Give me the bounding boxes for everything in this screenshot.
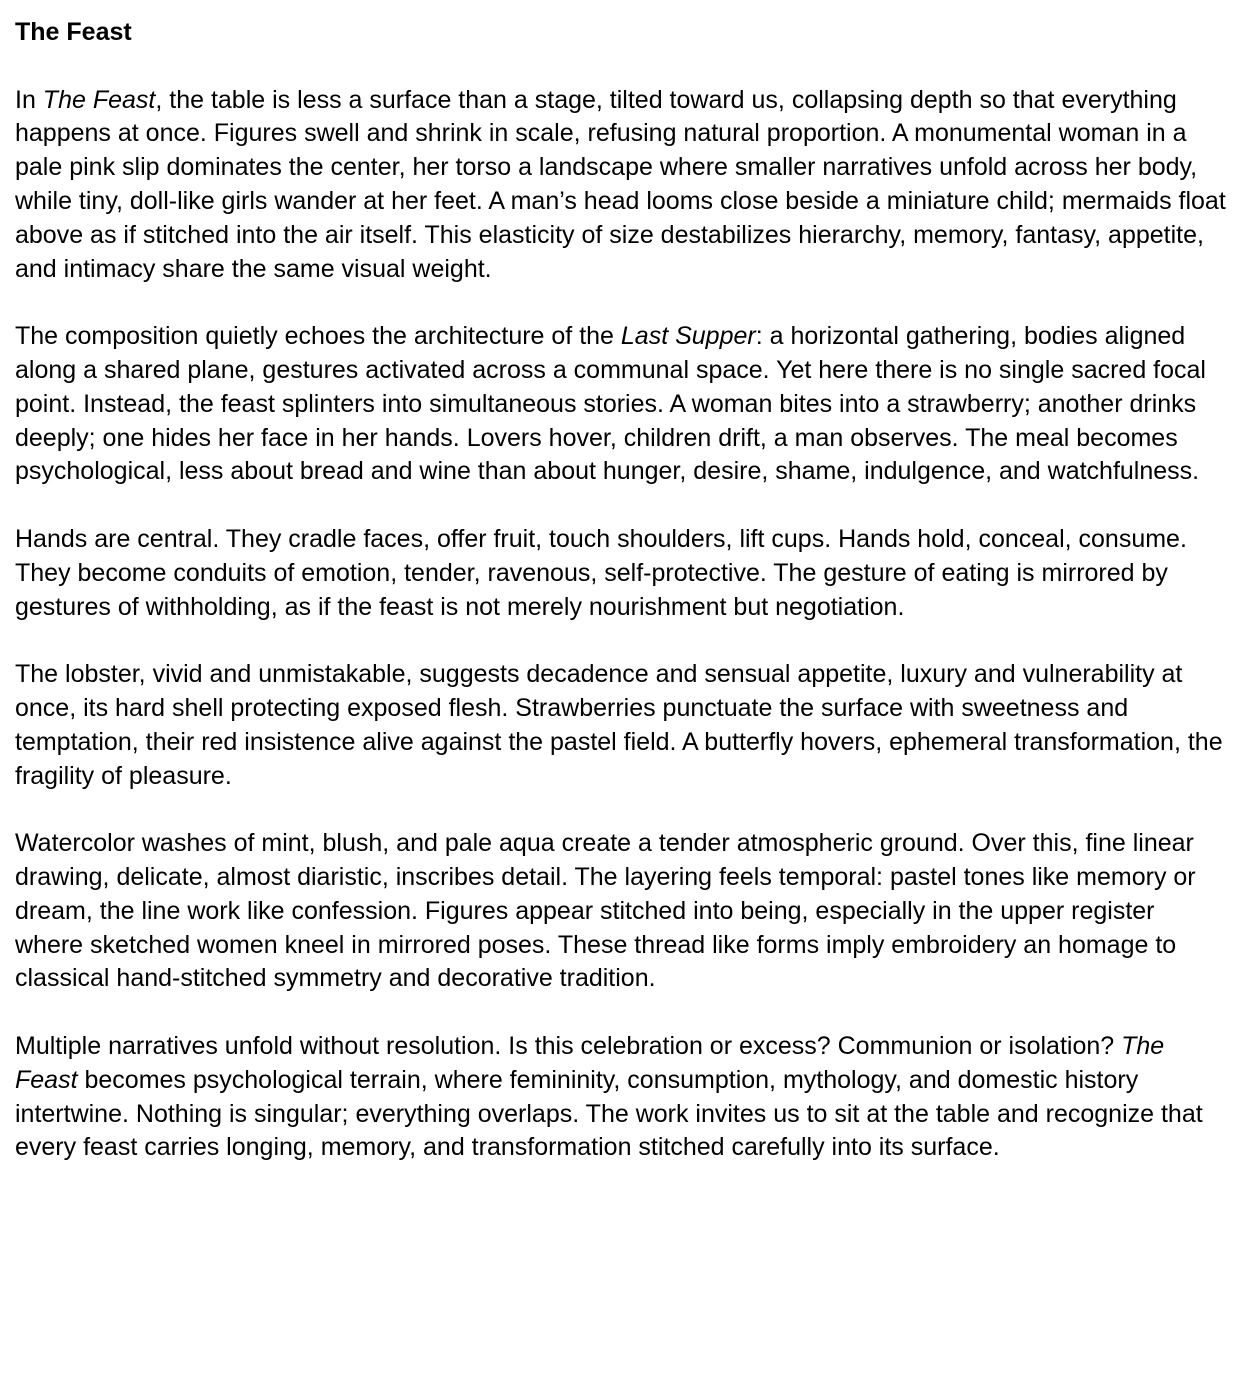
paragraph-2: [15, 320, 1228, 489]
paragraph-2-body: : a horizontal gathering, bodies aligned along a shared plane, gestures activated across a communal space. Yet here there is no single sacred focal point. Instead, the feast splinters into simultaneous stories. A woman bites into a strawberry; another drinks deeply; one hides her face in her hands. Lovers hover, children drift, a man observes. The meal becomes psychological, less about bread and wine than about hunger, desire, shame, indulgence, and watchfulness.: [15, 322, 1206, 486]
paragraph-4: The lobster, vivid and unmistakable, suggests decadence and sensual appetite, luxury and vulnerability at once, its hard shell protecting exposed flesh. Strawberries punctuate the surface with sweetness and temptation, their red insistence alive against the pastel field. A butterfly hovers, ephemeral transformation, the fragility of pleasure.: [15, 660, 1223, 790]
paragraph-6-lead: Multiple narratives unfold without resolution. Is this celebration or excess? Communion or isolation?: [15, 1031, 1122, 1060]
paragraph-2-title-ref: Last Supper: [620, 322, 756, 351]
paragraph-2-lead: The composition quietly echoes the architecture of the: [15, 322, 621, 351]
paragraph-3: Hands are central. They cradle faces, offer fruit, touch shoulders, lift cups. Hands hold, conceal, consume. They become conduits of emotion, tender, ravenous, self-protective. The gesture of eating is mirrored by gestures of withholding, as if the feast is not merely nourishment but negotiation.: [15, 524, 1187, 621]
document-title: The Feast: [15, 18, 132, 46]
paragraph-6-title-ref: The Feast: [15, 1031, 1165, 1094]
paragraph-1: [15, 84, 1228, 287]
paragraph-1-lead: In: [15, 85, 43, 114]
document: [15, 16, 1228, 1165]
paragraph-1-body: , the table is less a surface than a stage, tilted toward us, collapsing depth so that everything happens at once. Figures swell and shrink in scale, refusing natural proportion. A monumental woman in a pale pink slip dominates the center, her torso a landscape where smaller narratives unfold across her body, while tiny, doll-like girls wander at her feet. A man’s head looms close beside a miniature child; mermaids float above as if stitched into the air itself. This elasticity of size destabilizes hierarchy, memory, fantasy, appetite, and intimacy share the same visual weight.: [15, 85, 1226, 283]
paragraph-6: [15, 1030, 1228, 1165]
paragraph-1-title-ref: The Feast: [42, 85, 156, 114]
paragraph-6-body: becomes psychological terrain, where femininity, consumption, mythology, and domestic history intertwine. Nothing is singular; everything overlaps. The work invites us to sit at the table and recognize that every feast carries longing, memory, and transformation stitched carefully into its surface.: [15, 1065, 1203, 1162]
paragraph-5: Watercolor washes of mint, blush, and pale aqua create a tender atmospheric ground. Over this, fine linear drawing, delicate, almost diaristic, inscribes detail. The layering feels temporal: pastel tones like memory or dream, the line work like confession. Figures appear stitched into being, especially in the upper register where sketched women kneel in mirrored poses. These thread like forms imply embroidery an homage to classical hand-stitched symmetry and decorative tradition.: [15, 829, 1196, 993]
